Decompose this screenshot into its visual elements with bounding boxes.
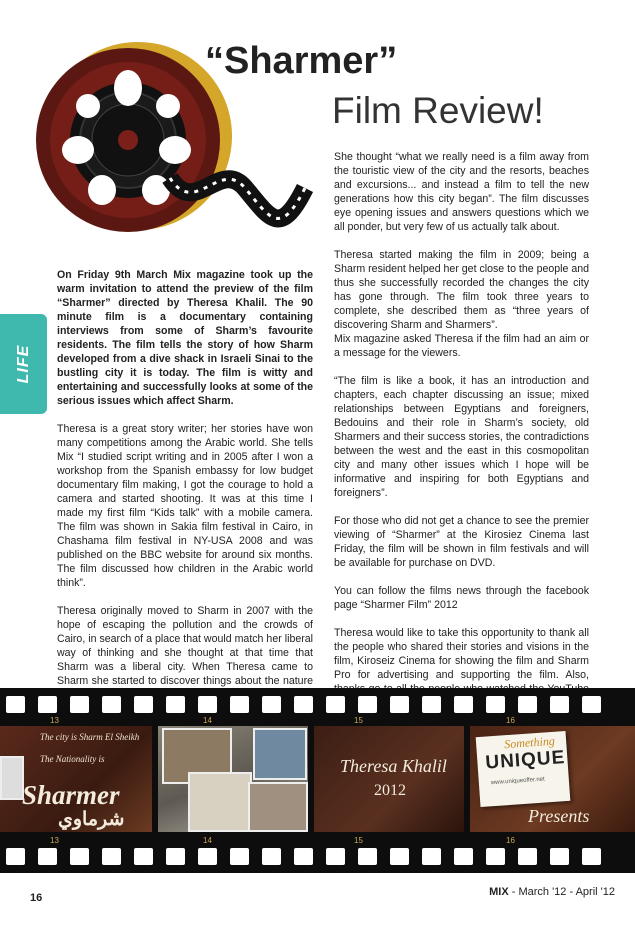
paragraph: She thought “what we really need is a film away from the touristic view of the city and the resorts, beaches and excursions... and instead a film to tell the new generations how this city began”. The film discusses eye opening issues and answers questions which we all ponder, but very few of us actually talk about. xyxy=(334,151,589,233)
sprocket-holes-top xyxy=(0,696,635,716)
paragraph: You can follow the films news through the facebook page “Sharmer Film” 2012 xyxy=(334,585,589,611)
right-column xyxy=(334,150,589,724)
frame-number: 16 xyxy=(506,716,515,725)
paragraph: Theresa is a great story writer; her stories have won many competitions among the Arabic world. She tells Mix “I studied script writing and in 2005 after I won a workshop from the Spanish embassy for low budget documentary film making, I got the courage to hold a camera and started shooting. It was at this time I made my first film “Kids talk” with a mobile camera. The film was shown in Sakia film festival in Cairo, in Chashama film festival in NY-USA 2008 and was published on the BBC website for around six months. The film discussed how children in the Arabic world think”. xyxy=(57,423,313,589)
sponsor-script: Something xyxy=(503,733,556,752)
issue-date: - March '12 - April '12 xyxy=(511,886,615,898)
photo xyxy=(188,772,252,832)
presents-text: Presents xyxy=(528,806,590,826)
paragraph: Theresa would like to take this opportunity to thank all the people who shared their stories and visions in the film, Kiroseiz Cinema for showing the film and Sharm Pro for advertising and supporting the film. Also, xyxy=(334,627,589,681)
magazine-name: MIX xyxy=(489,886,509,898)
paragraph: Theresa originally moved to Sharm in 2007 with the hope of escaping the pollution and the crowds of Cairo, in search of a place that would match her liberal way of thinking and she thought at that time that Sharm was a liberal city. When Theresa came to Sharm she started to discover things about the nature xyxy=(57,605,313,687)
photo xyxy=(248,782,308,832)
issue-footer xyxy=(489,886,615,898)
frame-number: 14 xyxy=(203,716,212,725)
section-tab-label: LIFE xyxy=(14,344,32,384)
paragraph: Theresa started making the film in 2009; being a Sharm resident helped her get close to the people and thus she successfully recorded the changes the city has gone through. The film took three years to complete, she described them as “three years of discovering Sharm and Sharmers”. xyxy=(334,249,590,331)
frame-number: 14 xyxy=(203,836,212,845)
photo xyxy=(253,728,307,780)
left-column xyxy=(57,268,313,716)
frame-number: 13 xyxy=(50,716,59,725)
paragraph: Mix magazine asked Theresa if the film had an aim or a message for the viewers. xyxy=(334,333,589,359)
sponsor-url: www.uniqueoffer.net xyxy=(490,776,545,787)
frame-caption: The Nationality is xyxy=(40,754,105,764)
intro-paragraph: On Friday 9th March Mix magazine took up the warm invitation to attend the preview of the film “Sharmer” directed by Theresa Khalil. The 90 minute film is a documentary containing interviews from some of Sharm’s favourite residents. The film tells the story of how Sharm developed from a dive shack in Israeli Sinai to the bustling city it is today. The film is witty and entertaining and successfully looks at some of the serious issues which affect Sharm. xyxy=(57,269,313,407)
photo xyxy=(0,756,24,800)
page-number: 16 xyxy=(30,892,43,904)
film-frame-photos xyxy=(158,726,308,832)
article-subtitle: Film Review! xyxy=(332,90,544,131)
sponsor-logo: UNIQUE xyxy=(484,747,566,774)
paragraph: “The film is like a book, it has an introduction and chapters, each chapter discussing an issue; mixed relationships between Egyptians and foreigners, Bedouins and their role in Sharm’s society, old Sharmers and their success stories, the contradictions between the west and the east in this cosmopolitan city and many other issues which I hope will be informative and inspiring for both Egyptians and foreigners”. xyxy=(334,375,589,499)
paragraph: For those who did not get a chance to see the premier viewing of “Sharmer” at the Kirosiez Cinema last Friday, the film will be shown in film festivals and will be available for purchase on DVD. xyxy=(334,515,589,569)
frame-number: 16 xyxy=(506,836,515,845)
film-year: 2012 xyxy=(374,782,406,799)
filmstrip xyxy=(0,688,635,873)
film-title-arabic: شرماوي xyxy=(58,809,125,830)
section-tab xyxy=(0,314,47,414)
frame-caption: The city is Sharm El Sheikh xyxy=(40,732,140,742)
article-title: “Sharmer” xyxy=(205,40,398,82)
frame-number: 15 xyxy=(354,836,363,845)
frame-number: 15 xyxy=(354,716,363,725)
sprocket-holes-bottom xyxy=(0,848,635,868)
film-frame-director xyxy=(314,726,464,832)
sponsor-card xyxy=(476,731,571,807)
frame-number: 13 xyxy=(50,836,59,845)
director-name: Theresa Khalil xyxy=(340,756,447,776)
film-frame-title xyxy=(0,726,152,832)
film-frame-sponsor xyxy=(470,726,635,832)
film-title-text: Sharmer xyxy=(22,780,120,810)
